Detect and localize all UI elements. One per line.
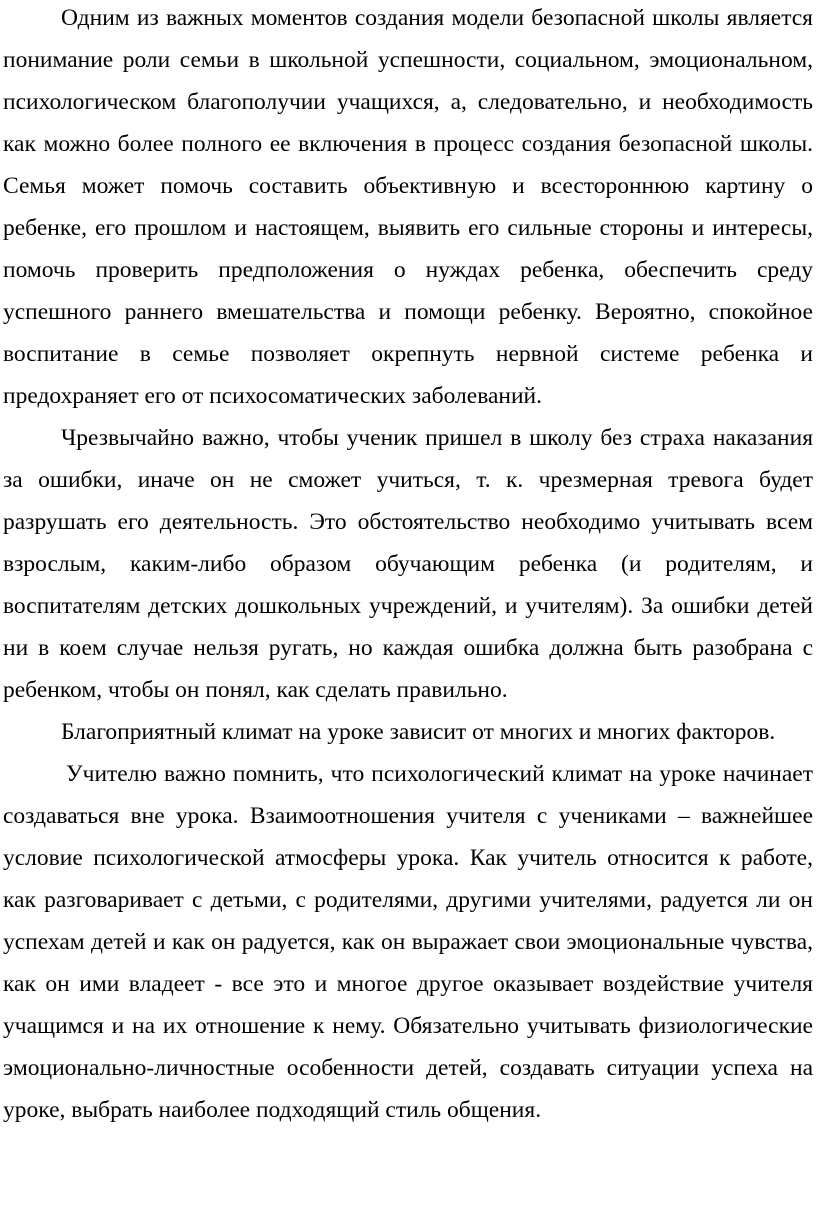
paragraph-teacher-relations: Учителю важно помнить, что психологический климат на уроке начинает создаваться вне урока. Взаимоотношения учителя с учениками – важнейшее условие психологической атмосферы урока. Как учитель относится к работе, как разговаривает с детьми, с родителями, другими учителями, радуется ли он успехам детей и как он радуется, как он выражает свои эмоциональные чувства, как он ими владеет - все это и многое другое оказывает воздействие учителя учащимся и на их отношение к нему. Обязательно учитывать физиологические эмоционально-личностные особенности детей, создавать ситуации успеха на уроке, выбрать наиболее подходящий стиль общения. xyxy=(3,761,813,1123)
paragraph-family-role: Одним из важных моментов создания модели безопасной школы является понимание роли семьи в школьной успешности, социальном, эмоциональном, психологическом благополучии учащихся, а, следовательно, и необходимость как можно более полного ее включения в процесс создания безопасной школы. Семья может помочь составить объективную и всестороннюю картину о ребенке, его прошлом и настоящем, выявить его сильные стороны и интересы, помочь проверить предположения о нуждах ребенка, обеспечить среду успешного раннего вмешательства и помощи ребенку. Вероятно, спокойное воспитание в семье позволяет окрепнуть нервной системе ребенка и предохраняет его от психосоматических заболеваний. xyxy=(3,5,813,409)
paragraph-fear-of-mistakes: Чрезвычайно важно, чтобы ученик пришел в школу без страха наказания за ошибки, иначе он не сможет учиться, т. к. чрезмерная тревога будет разрушать его деятельность. Это обстоятельство необходимо учитывать всем взрослым, каким-либо образом обучающим ребенка (и родителям, и воспитателям детских дошкольных учреждений, и учителям). За ошибки детей ни в коем случае нельзя ругать, но каждая ошибка должна быть разобрана с ребенком, чтобы он понял, как сделать правильно. xyxy=(3,425,813,703)
paragraph-lesson-climate: Благоприятный климат на уроке зависит от многих и многих факторов. xyxy=(61,719,776,745)
